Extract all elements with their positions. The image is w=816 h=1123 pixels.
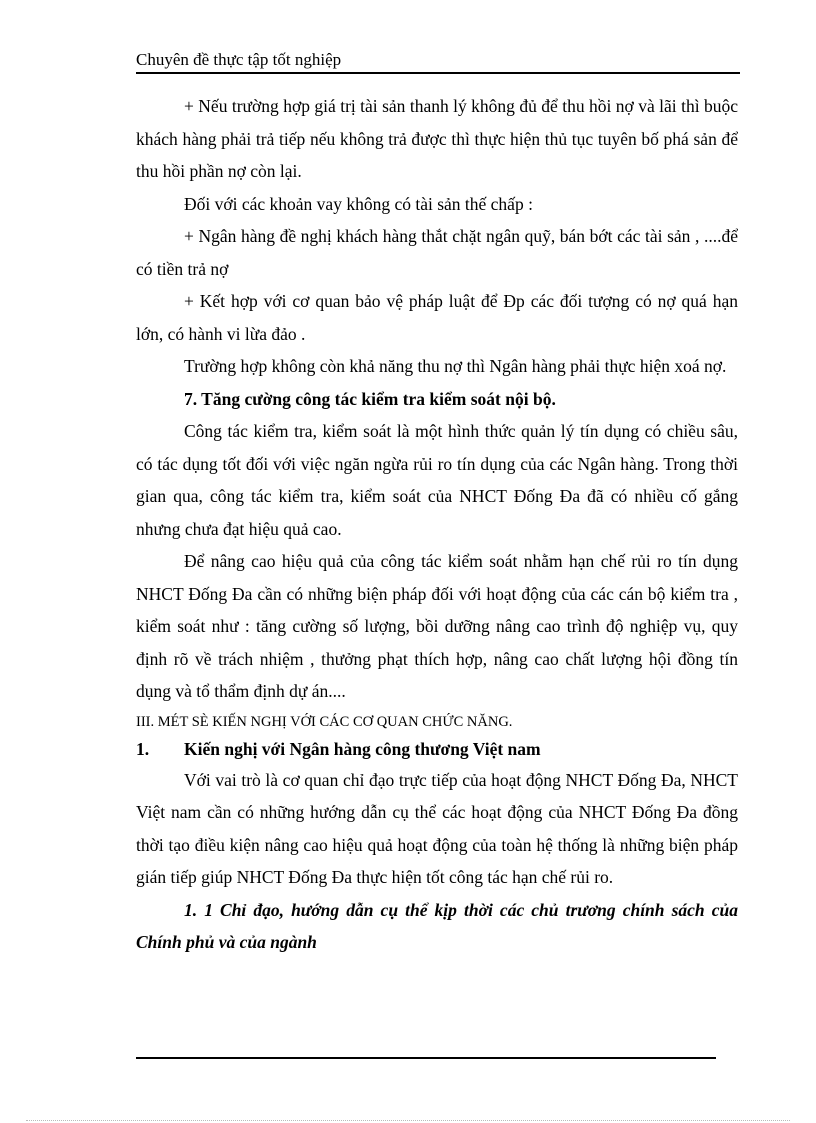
paragraph-unsecured-loans: Đối với các khoản vay không có tài sản thế chấp : — [184, 193, 533, 214]
heading-1-1: 1. 1 Chỉ đạo, hướng dẫn cụ thể kịp thời các chủ trương chính sách của Chính phủ và của ngành — [136, 899, 738, 952]
paragraph-vietinbank-role: Với vai trò là cơ quan chỉ đạo trực tiếp của hoạt động NHCT Đống Đa, NHCT Việt nam cần có những hướng dẫn cụ thể các hoạt động của NHCT Đống Đa đồng thời tạo điều kiện nâng cao hiệu quả hoạt động của toàn hệ thống là những biện pháp gián tiếp giúp NHCT Đống Đa thực hiện tốt công tác hạn chế rủi ro. — [136, 769, 738, 887]
heading-section-7: 7. Tăng cường công tác kiểm tra kiểm soát nội bộ. — [184, 388, 556, 409]
heading-section-III: III. MÉT SÈ KIẾN NGHỊ VỚI CÁC CƠ QUAN CHỨC NĂNG. — [136, 713, 513, 730]
header-rule — [136, 72, 740, 74]
page-boundary — [26, 1120, 790, 1121]
page-body — [136, 90, 738, 959]
heading-1 — [136, 734, 738, 764]
heading-1-number: 1. — [136, 738, 150, 759]
paragraph-inspection-intro: Công tác kiểm tra, kiểm soát là một hình thức quản lý tín dụng có chiều sâu, có tác dụng tốt đối với việc ngăn ngừa rủi ro tín dụng của các Ngân hàng. Trong thời gian qua, công tác kiểm tra, kiểm soát của NHCT Đống Đa đã có nhiều cố gắng nhưng chưa đạt hiệu quả cao. — [136, 421, 738, 539]
paragraph-tighten-funds: + Ngân hàng đề nghị khách hàng thắt chặt ngân quỹ, bán bớt các tài sản , ....để có tiền trả nợ — [136, 226, 738, 279]
paragraph-inspection-measures: Để nâng cao hiệu quả của công tác kiểm soát nhằm hạn chế rủi ro tín dụng NHCT Đống Đa cần có những biện pháp đối với hoạt động của các cán bộ kiểm tra , kiểm soát như : tăng cường số lượng, bồi dưỡng nâng cao trình độ nghiệp vụ, quy định rõ về trách nhiệm , thưởng phạt thích hợp, nâng cao chất lượng hội đồng tín dụng và tổ thẩm định dự án.... — [136, 551, 738, 701]
heading-1-text: Kiến nghị với Ngân hàng công thương Việt nam — [184, 738, 541, 759]
running-header: Chuyên đề thực tập tốt nghiệp — [136, 50, 342, 69]
paragraph-debt-writeoff: Trường hợp không còn khả năng thu nợ thì Ngân hàng phải thực hiện xoá nợ. — [184, 356, 727, 376]
paragraph-liquidation: + Nếu trường hợp giá trị tài sản thanh lý không đủ để thu hồi nợ và lãi thì buộc khách hàng phải trả tiếp nếu không trả được thì thực hiện thủ tục tuyên bố phá sản để thu hồi phần nợ còn lại. — [136, 96, 738, 181]
paragraph-legal-cooperation: + Kết hợp với cơ quan bảo vệ pháp luật để Đp các đối tượng có nợ quá hạn lớn, có hành vi lừa đảo . — [136, 291, 738, 344]
footer-rule — [136, 1057, 716, 1059]
